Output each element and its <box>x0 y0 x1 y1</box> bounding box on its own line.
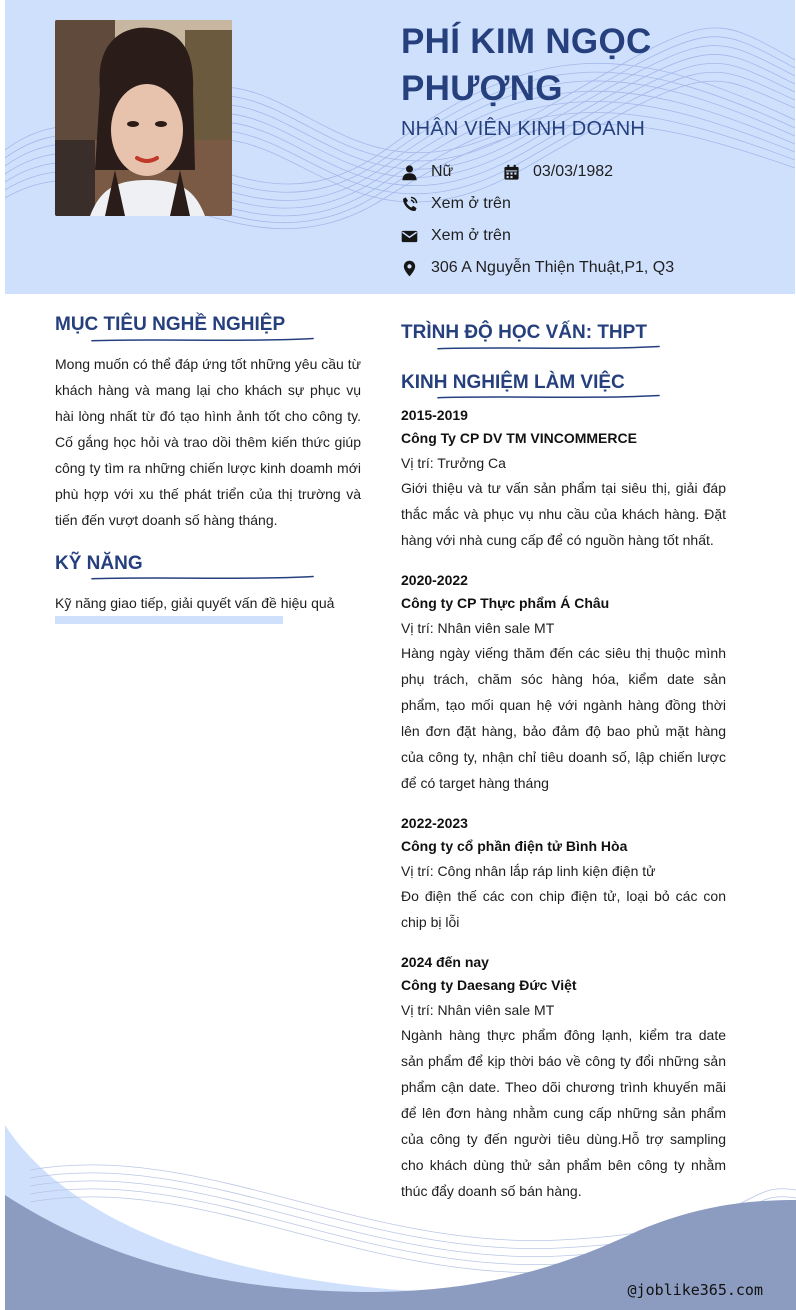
job-years: 2024 đến nay <box>401 954 489 970</box>
education-heading: TRÌNH ĐỘ HỌC VẤN: THPT <box>401 322 647 343</box>
profile-photo <box>55 20 232 216</box>
job-position: Vị trí: Trưởng Ca <box>401 455 506 471</box>
phone-icon <box>400 195 418 213</box>
job-company: Công ty Daesang Đức Việt <box>401 977 577 993</box>
experience-heading: KINH NGHIỆM LÀM VIỆC <box>401 372 625 393</box>
job-description: Ngành hàng thực phẩm đông lạnh, kiểm tra date sản phẩm để kịp thời báo về công ty đổi những sản phẩm cận date. Theo dõi chương trình khuyến mãi để lên đơn hàng nhằm cung cấp những sản phẩm của công ty đến người tiêu dùng.Hỗ trợ sampling cho khách dùng thử sản phẩm bên công ty nhằm thúc đẩy doanh số bán hàng. <box>401 1027 726 1199</box>
address-row <box>400 257 674 279</box>
skill-item-label: Kỹ năng giao tiếp, giải quyết vấn đề hiệu quả <box>55 595 335 611</box>
objective-underline <box>55 337 350 343</box>
phone-row <box>400 193 511 215</box>
skill-level-bar <box>55 616 283 624</box>
gender-row <box>400 161 453 183</box>
map-pin-icon <box>400 259 418 277</box>
skill-level-fill <box>55 616 283 624</box>
skills-heading: KỸ NĂNG <box>55 553 143 574</box>
job-years: 2022-2023 <box>401 815 468 831</box>
phone-value: Xem ở trên <box>431 195 511 212</box>
job-position: Vị trí: Nhân viên sale MT <box>401 1002 555 1018</box>
job-entry <box>401 570 726 796</box>
job-years: 2020-2022 <box>401 572 468 588</box>
education-underline <box>401 345 696 351</box>
job-description: Đo điện thế các con chip điện tử, loại bỏ các con chip bị lỗi <box>401 888 726 930</box>
job-entry <box>401 405 726 553</box>
footer-wave <box>0 1100 796 1310</box>
user-icon <box>400 163 418 181</box>
job-company: Công Ty CP DV TM VINCOMMERCE <box>401 430 637 446</box>
email-value: Xem ở trên <box>431 227 511 244</box>
job-company: Công ty cổ phần điện tử Bình Hòa <box>401 838 628 854</box>
experience-underline <box>401 394 696 400</box>
job-position: Vị trí: Nhân viên sale MT <box>401 620 555 636</box>
objective-heading: MỤC TIÊU NGHỀ NGHIỆP <box>55 314 286 335</box>
job-company: Công ty CP Thực phẩm Á Châu <box>401 595 610 611</box>
job-entry <box>401 813 726 935</box>
watermark: @joblike365.com <box>627 1281 763 1299</box>
birthdate-row <box>502 161 613 183</box>
job-description: Giới thiệu và tư vấn sản phẩm tại siêu thị, giải đáp thắc mắc và phục vụ nhu cầu của khách hàng. Đặt hàng với nhà cung cấp để có nguồn hàng tốt nhất. <box>401 480 726 548</box>
job-years: 2015-2019 <box>401 407 468 423</box>
candidate-name: PHÍ KIM NGỌC PHƯỢNG <box>401 22 652 108</box>
birthdate-value: 03/03/1982 <box>533 163 614 180</box>
job-title: NHÂN VIÊN KINH DOANH <box>401 118 646 140</box>
gender-value: Nữ <box>431 163 454 180</box>
job-description: Hàng ngày viếng thăm đến các siêu thị thuộc mình phụ trách, chăm sóc hàng hóa, kiểm date sản phẩm, tạo mối quan hệ với ngành hàng đồng thời lên đơn đặt hàng, bảo đảm độ bao phủ mặt hàng của công ty, nhận chỉ tiêu doanh số, lập chiến lược để có target hàng tháng <box>401 645 726 791</box>
job-position: Vị trí: Công nhân lắp ráp linh kiện điện tử <box>401 863 656 879</box>
objective-text: Mong muốn có thể đáp ứng tốt những yêu cầu từ khách hàng và mang lại cho khách sự phục vụ hài lòng nhất từ đó tạo hình ảnh tốt cho công ty. Cố gắng học hỏi và trao dồi thêm kiến thức giúp công ty tìm ra những chiến lược kinh doamh mới phù hợp với xu thế phát triển của thị trường và tiến đến vượt doanh số hàng tháng. <box>55 356 361 528</box>
skills-underline <box>55 575 350 581</box>
address-value: 306 A Nguyễn Thiện Thuật,P1, Q3 <box>431 259 675 276</box>
calendar-icon <box>502 163 520 181</box>
envelope-icon <box>400 227 418 245</box>
email-row <box>400 225 511 247</box>
